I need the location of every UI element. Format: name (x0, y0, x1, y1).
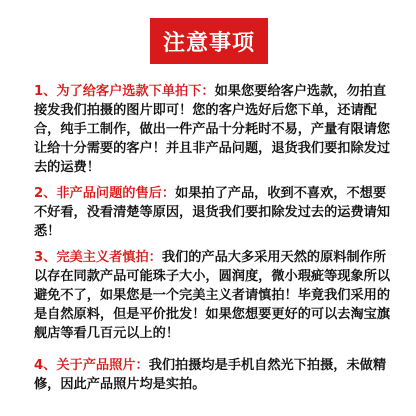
notice-item-1-text: 如果您要给客户选款，勿拍直接发我们拍摄的图片即可！您的客户选好后您下单，还请配合，纯手工制作，做出一件产品十分耗时不易，产量有限请您让给十分需要的客户！并且非产品问题，退货我们要扣除发过去的运费！ (34, 84, 391, 175)
page-title: 注意事项 (150, 18, 268, 64)
notice-item-3-label: 3、完美主义者慎拍： (34, 250, 162, 265)
notice-item-2-text: 如果拍了产品，收到不喜欢，不想要不好看，没看清楚等原因，退货我们要扣除发过去的运费请知悉！ (34, 186, 391, 239)
notice-item-3 (34, 248, 394, 343)
notice-item-2-label: 2、非产品问题的售后： (34, 186, 176, 201)
notice-item-3-text: 我们的产品大多采用天然的原料制作所以存在同款产品可能珠子大小，圆润度，微小瑕疵等现象所以避免不了，如果您是一个完美主义者请慎拍！毕竟我们采用的是自然原料，但是平价批发！如果您想要更好的可以去淘宝旗舰店等看几百元以上的！ (34, 250, 391, 341)
notice-item-1-label: 1、为了给客户选款下单拍下： (34, 84, 215, 99)
notice-item-4-label: 4、关于产品照片： (34, 358, 149, 373)
notice-item-2 (34, 184, 394, 241)
notice-item-4-text: 我们拍摄均是手机自然光下拍摄，未做精修，因此产品照片均是实拍。 (34, 358, 387, 392)
notice-item-4 (34, 356, 394, 394)
notice-item-1 (34, 82, 394, 177)
